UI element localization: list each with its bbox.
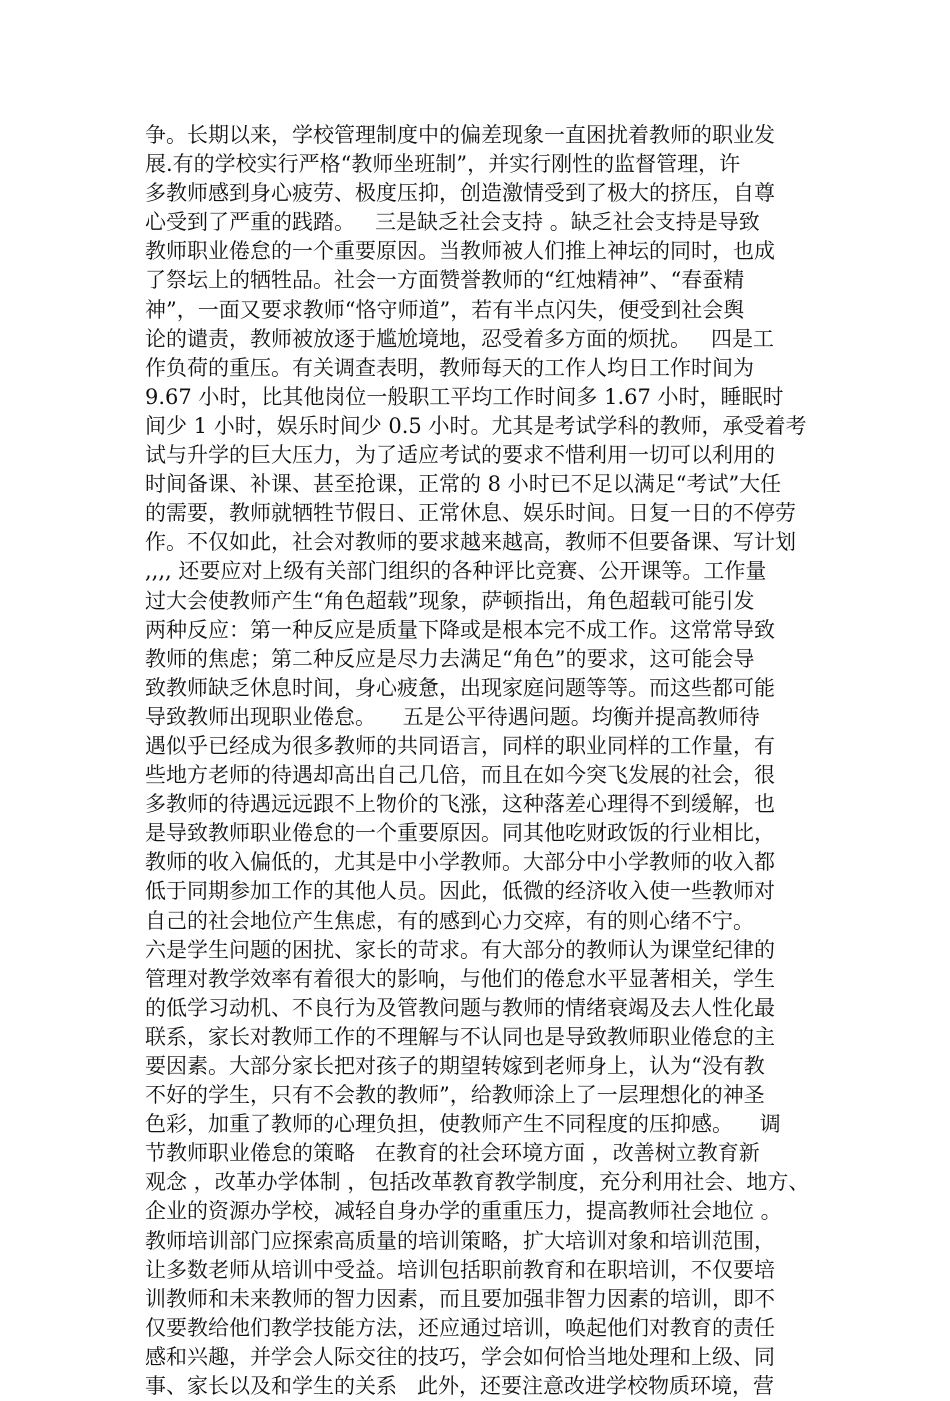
text-line: ,,,, 还要应对上级有关部门组织的各种评比竞赛、公开课等。工作量	[145, 559, 767, 584]
text-line: 时间备课、补课、甚至抢课，正常的 8 小时已不足以满足“考试”大任	[145, 472, 782, 497]
text-line: 的需要，教师就牺牲节假日、正常休息、娱乐时间。日复一日的不停劳	[145, 501, 796, 526]
text-line: 事、家长以及和学生的关系 此外，还要注意改进学校物质环境，营	[145, 1374, 775, 1399]
text-line: 9.67 小时，比其他岗位一般职工平均工作时间多 1.67 小时，睡眠时	[145, 384, 784, 409]
text-line: 的低学习动机、不良行为及管教问题与教师的情绪衰竭及去人性化最	[145, 995, 775, 1020]
text-line: 作。不仅如此，社会对教师的要求越来越高，教师不但要备课、写计划	[145, 530, 796, 555]
text-line: 两种反应：第一种反应是质量下降或是根本完不成工作。这常常导致	[145, 617, 775, 642]
text-line: 作负荷的重压。有关调查表明，教师每天的工作人均日工作时间为	[145, 355, 754, 380]
text-line: 导致教师出现职业倦怠。 五是公平待遇问题。均衡并提高教师待	[145, 704, 760, 729]
text-line: 让多数老师从培训中受益。培训包括职前教育和在职培训，不仅要培	[145, 1257, 775, 1282]
text-line: 神”，一面又要求教师“恪守师道”，若有半点闪失，便受到社会舆	[145, 297, 745, 322]
text-line: 六是学生问题的困扰、家长的苛求。有大部分的教师认为课堂纪律的	[145, 937, 775, 962]
body-text	[145, 121, 825, 1401]
text-line: 教师的焦虑；第二种反应是尽力去满足“角色”的要求，这可能会导	[145, 646, 755, 671]
text-line: 不好的学生，只有不会教的教师”，给教师涂上了一层理想化的神圣	[145, 1083, 765, 1108]
text-line: 多教师感到身心疲劳、极度压抑，创造激情受到了极大的挤压，自尊	[145, 181, 775, 206]
text-line: 教师职业倦怠的一个重要原因。当教师被人们推上神坛的同时，也成	[145, 239, 775, 264]
text-line: 遇似乎已经成为很多教师的共同语言，同样的职业同样的工作量，有	[145, 733, 775, 758]
text-line: 论的谴责，教师被放逐于尴尬境地，忍受着多方面的烦扰。 四是工	[145, 326, 775, 351]
text-line: 多教师的待遇远远跟不上物价的飞涨，这种落差心理得不到缓解，也	[145, 792, 775, 817]
text-line: 试与升学的巨大压力，为了适应考试的要求不惜利用一切可以利用的	[145, 443, 775, 468]
text-line: 间少 1 小时，娱乐时间少 0.5 小时。尤其是考试学科的教师，承受着考	[145, 413, 807, 438]
text-line: 自己的社会地位产生焦虑，有的感到心力交瘁，有的则心绪不宁。	[145, 908, 754, 933]
text-line: 联系，家长对教师工作的不理解与不认同也是导致教师职业倦怠的主	[145, 1024, 775, 1049]
text-line: 管理对教学效率有着很大的影响，与他们的倦怠水平显著相关，学生	[145, 966, 775, 991]
text-line: 企业的资源办学校，减轻自身办学的重重压力，提高教师社会地位 。	[145, 1199, 782, 1224]
text-line: 观念 ，改革办学体制 ，包括改革教育教学制度，充分利用社会、地方、	[145, 1170, 810, 1195]
text-line: 节教师职业倦怠的策略 在教育的社会环境方面 ，改善树立教育新	[145, 1141, 760, 1166]
text-line: 色彩，加重了教师的心理负担，使教师产生不同程度的压抑感。 调	[145, 1112, 781, 1137]
text-line: 展.有的学校实行严格“教师坐班制”，并实行刚性的监督管理，许	[145, 152, 741, 177]
text-line: 是导致教师职业倦怠的一个重要原因。同其他吃财政饭的行业相比，	[145, 821, 775, 846]
text-line: 教师的收入偏低的，尤其是中小学教师。大部分中小学教师的收入都	[145, 850, 775, 875]
text-line: 些地方老师的待遇却高出自己几倍，而且在如今突飞发展的社会，很	[145, 763, 775, 788]
text-line: 了祭坛上的牺牲品。社会一方面赞誉教师的“红烛精神”、“春蚕精	[145, 268, 745, 293]
text-line: 致教师缺乏休息时间，身心疲惫，出现家庭问题等等。而这些都可能	[145, 675, 775, 700]
text-line: 训教师和未来教师的智力因素，而且要加强非智力因素的培训，即不	[145, 1286, 775, 1311]
text-line: 心受到了严重的践踏。 三是缺乏社会支持 。缺乏社会支持是导致	[145, 210, 760, 235]
text-line: 感和兴趣，并学会人际交往的技巧，学会如何恰当地处理和上级、同	[145, 1344, 775, 1369]
text-line: 教师培训部门应探索高质量的培训策略，扩大培训对象和培训范围，	[145, 1228, 775, 1253]
text-line: 仅要教给他们教学技能方法，还应通过培训，唤起他们对教育的责任	[145, 1315, 775, 1340]
text-line: 过大会使教师产生“角色超载”现象，萨顿指出，角色超载可能引发	[145, 588, 755, 613]
text-line: 要因素。大部分家长把对孩子的期望转嫁到老师身上，认为“没有教	[145, 1054, 765, 1078]
text-line: 争。长期以来，学校管理制度中的偏差现象一直困扰着教师的职业发	[145, 123, 775, 147]
text-line: 低于同期参加工作的其他人员。因此，低微的经济收入使一些教师对	[145, 879, 775, 904]
